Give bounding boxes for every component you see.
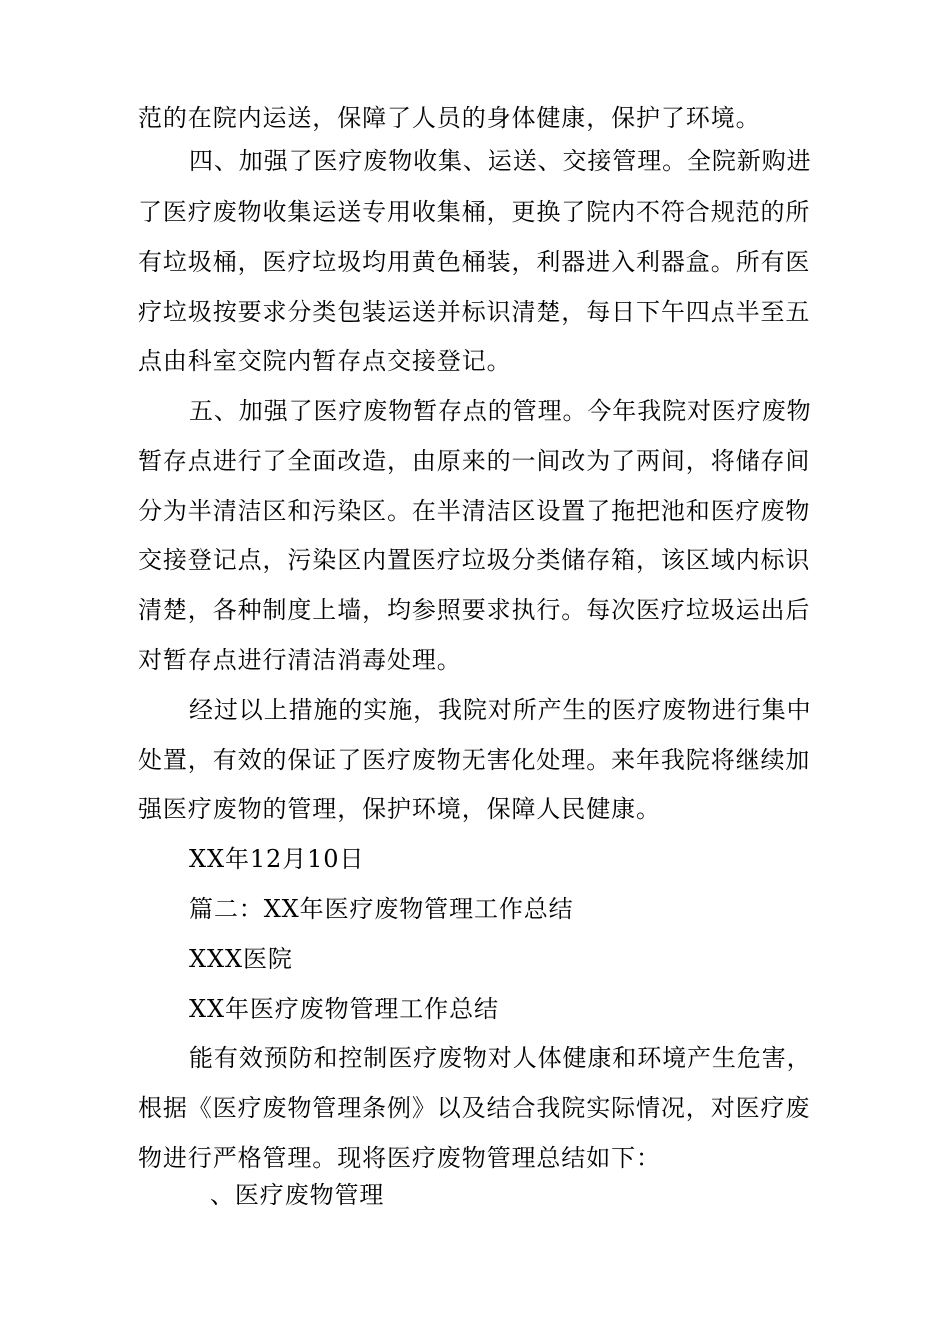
text-line: 了医疗废物收集运送专用收集桶，更换了院内不符合规范的所: [138, 198, 811, 226]
text-line: 暂存点进行了全面改造，由原来的一间改为了两间，将储存间: [138, 447, 811, 475]
text-line: 对暂存点进行清洁消毒处理。: [138, 646, 462, 674]
text-line: 分为半清洁区和污染区。在半清洁区设置了拖把池和医疗废物: [138, 497, 811, 525]
paragraph-4-start: 四、加强了医疗废物收集、运送、交接管理。全院新购进: [189, 147, 812, 175]
text-line: 疗垃圾按要求分类包装运送并标识清楚，每日下午四点半至五: [138, 298, 811, 326]
text-line: 范的在院内运送，保障了人员的身体健康，保护了环境。: [138, 104, 761, 132]
text-line: 有垃圾桶，医疗垃圾均用黄色桶装，利器进入利器盒。所有医: [138, 248, 811, 276]
paragraph-5-start: 五、加强了医疗废物暂存点的管理。今年我院对医疗废物: [189, 397, 812, 425]
text-line: 交接登记点，污染区内置医疗垃圾分类储存箱，该区域内标识: [138, 546, 811, 574]
text-line: 清楚，各种制度上墙，均参照要求执行。每次医疗垃圾运出后: [138, 596, 811, 624]
report-title: XX年医疗废物管理工作总结: [189, 995, 499, 1023]
date-line: XX年12月10日: [189, 845, 365, 873]
text-line: 物进行严格管理。现将医疗废物管理总结如下：: [138, 1144, 661, 1172]
text-line: 点由科室交院内暂存点交接登记。: [138, 347, 512, 375]
text-line: 根据《医疗废物管理条例》以及结合我院实际情况，对医疗废: [138, 1094, 811, 1122]
paragraph-summary-start: 经过以上措施的实施，我院对所产生的医疗废物进行集中: [189, 696, 812, 724]
text-line: 强医疗废物的管理，保护环境，保障人民健康。: [138, 795, 661, 823]
text-line: 处置，有效的保证了医疗废物无害化处理。来年我院将继续加: [138, 746, 811, 774]
intro-paragraph-start: 能有效预防和控制医疗废物对人体健康和环境产生危害，: [189, 1044, 812, 1072]
list-item-heading: 、医疗废物管理: [210, 1181, 385, 1209]
hospital-name: XXX医院: [189, 945, 293, 973]
section-heading: 篇二：XX年医疗废物管理工作总结: [189, 895, 574, 923]
